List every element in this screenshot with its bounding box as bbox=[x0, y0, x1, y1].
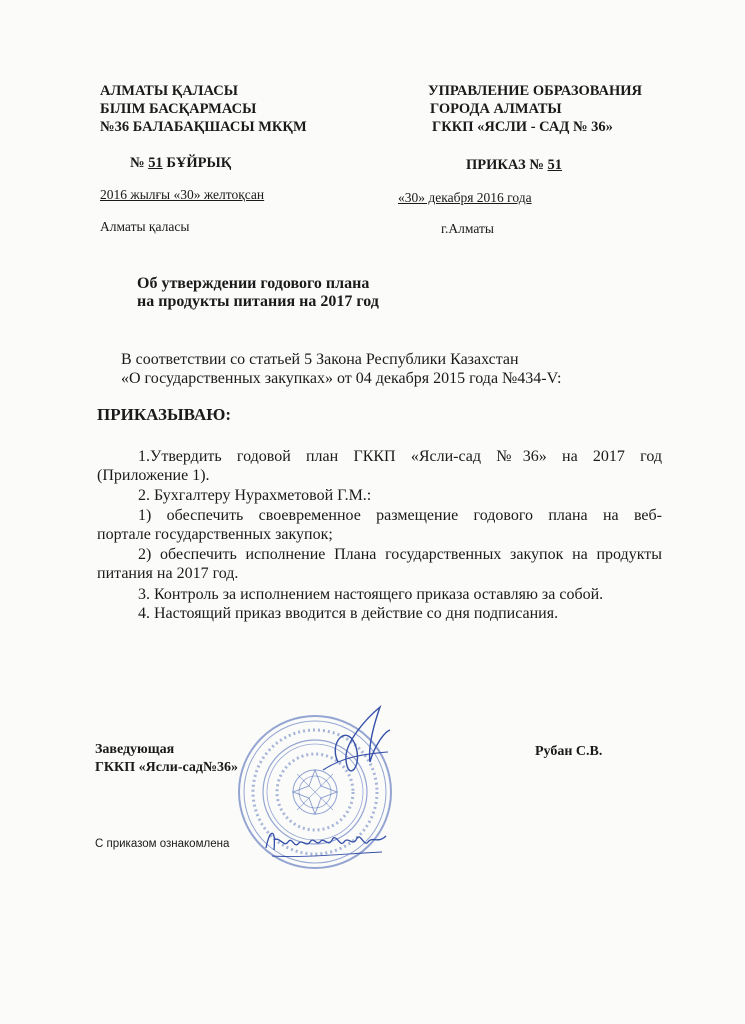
header-right-line1: УПРАВЛЕНИЕ ОБРАЗОВАНИЯ bbox=[428, 83, 643, 99]
item-1-line1: 1.Утвердить годовой план ГККП «Ясли-сад №36» на 2017 год bbox=[138, 448, 662, 465]
order-ru-number: 51 bbox=[547, 157, 563, 173]
subject-line2: на продукты питания на 2017 год bbox=[137, 293, 379, 310]
signature-position-line1: Заведующая bbox=[95, 742, 175, 757]
preamble-line1: В соответствии со статьей 5 Закона Республики Казахстан bbox=[121, 351, 519, 368]
order-kz-prefix: № bbox=[130, 155, 145, 171]
subject-line1: Об утверждении годового плана bbox=[137, 275, 370, 292]
acknowledgement: С приказом ознакомлена bbox=[95, 838, 230, 850]
order-ru bbox=[466, 156, 562, 174]
order-kz bbox=[130, 154, 231, 172]
command-heading: ПРИКАЗЫВАЮ: bbox=[97, 405, 232, 424]
handwritten-signature bbox=[262, 818, 392, 863]
item-4: 4. Настоящий приказ вводится в действие со дня подписания. bbox=[138, 605, 559, 622]
header-right-line3: ГККП «ЯСЛИ - САД № 36» bbox=[432, 119, 613, 135]
preamble-line2: «О государственных закупках» от 04 декабря 2015 года №434-V: bbox=[121, 370, 562, 387]
order-kz-number: 51 bbox=[148, 155, 163, 171]
item-2-1-line2: портале государственных закупок; bbox=[97, 526, 333, 543]
item-2-2-line1: 2) обеспечить исполнение Плана государственных закупок на продукты bbox=[138, 546, 662, 563]
header-right-line2: ГОРОДА АЛМАТЫ bbox=[430, 101, 562, 117]
item-2: 2. Бухгалтеру Нурахметовой Г.М.: bbox=[138, 487, 372, 504]
item-2-2-line2: питания на 2017 год. bbox=[97, 565, 239, 582]
signature-scribble bbox=[318, 702, 398, 792]
order-kz-word: БҰЙРЫҚ bbox=[166, 155, 232, 171]
city-ru: г.Алматы bbox=[441, 221, 494, 236]
date-ru: «30» декабря 2016 года bbox=[398, 190, 532, 205]
header-left-line1: АЛМАТЫ ҚАЛАСЫ bbox=[100, 83, 238, 99]
order-ru-word: ПРИКАЗ № bbox=[466, 157, 544, 173]
header-left-line2: БІЛІМ БАСҚАРМАСЫ bbox=[100, 101, 257, 117]
date-kz: 2016 жылғы «30» желтоқсан bbox=[100, 187, 265, 202]
item-3: 3. Контроль за исполнением настоящего приказа оставляю за собой. bbox=[138, 586, 604, 603]
item-2-1-line1: 1) обеспечить своевременное размещение годового плана на веб- bbox=[138, 507, 662, 524]
signature-name: Рубан С.В. bbox=[535, 744, 603, 759]
header-left-line3: №36 БАЛАБАҚШАСЫ МКҚМ bbox=[100, 119, 307, 135]
signature-position-line2: ГККП «Ясли-сад№36» bbox=[95, 760, 239, 775]
city-kz: Алматы қаласы bbox=[100, 219, 190, 234]
item-1-line2: (Приложение 1). bbox=[97, 467, 210, 484]
